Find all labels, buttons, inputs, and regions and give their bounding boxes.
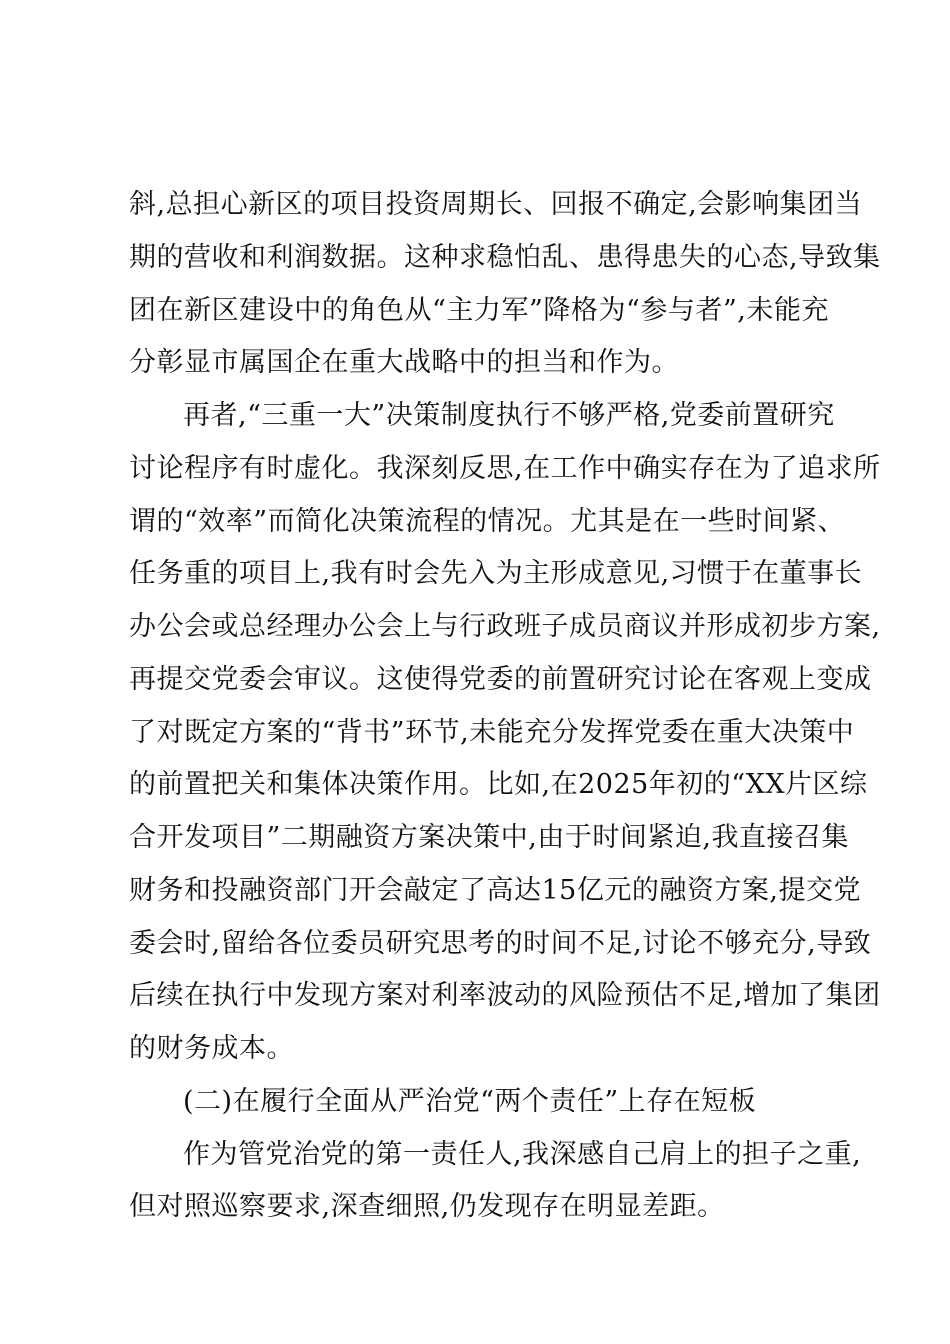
text-line: 的前置把关和集体决策作用。比如,在2025年初的“XX片区综 xyxy=(129,769,868,800)
text-line: 财务和投融资部门开会敲定了高达15亿元的融资方案,提交党 xyxy=(129,875,861,906)
text-line: 分彰显市属国企在重大战略中的担当和作为。 xyxy=(129,347,679,378)
text-line: 了对既定方案的“背书”环节,未能充分发挥党委在重大决策中 xyxy=(129,717,855,748)
text-line: 的财务成本。 xyxy=(129,1033,294,1064)
text-line: 谓的“效率”而简化决策流程的情况。尤其是在一些时间紧、 xyxy=(129,506,846,537)
text-line: 任务重的项目上,我有时会先入为主形成意见,习惯于在董事长 xyxy=(129,558,863,589)
paragraph-start-line: 再者,“三重一大”决策制度执行不够严格,党委前置研究 xyxy=(183,400,835,431)
section-heading: (二)在履行全面从严治党“两个责任”上存在短板 xyxy=(183,1086,757,1117)
text-line: 再提交党委会审议。这使得党委的前置研究讨论在客观上变成 xyxy=(129,664,872,695)
text-line: 但对照巡察要求,深查细照,仍发现存在明显差距。 xyxy=(129,1191,725,1222)
text-line: 后续在执行中发现方案对利率波动的风险预估不足,增加了集团 xyxy=(129,980,881,1011)
text-line: 期的营收和利润数据。这种求稳怕乱、患得患失的心态,导致集 xyxy=(129,242,881,273)
text-line: 合开发项目”二期融资方案决策中,由于时间紧迫,我直接召集 xyxy=(129,822,849,853)
text-line: 团在新区建设中的角色从“主力军”降格为“参与者”,未能充 xyxy=(129,295,829,326)
text-line: 讨论程序有时虚化。我深刻反思,在工作中确实存在为了追求所 xyxy=(129,453,881,484)
text-line: 委会时,留给各位委员研究思考的时间不足,讨论不够充分,导致 xyxy=(129,928,872,959)
paragraph-start-line: 作为管党治党的第一责任人,我深感自己肩上的担子之重, xyxy=(183,1139,862,1170)
text-line: 办公会或总经理办公会上与行政班子成员商议并形成初步方案, xyxy=(129,611,881,642)
text-line: 斜,总担心新区的项目投资周期长、回报不确定,会影响集团当 xyxy=(129,189,863,220)
